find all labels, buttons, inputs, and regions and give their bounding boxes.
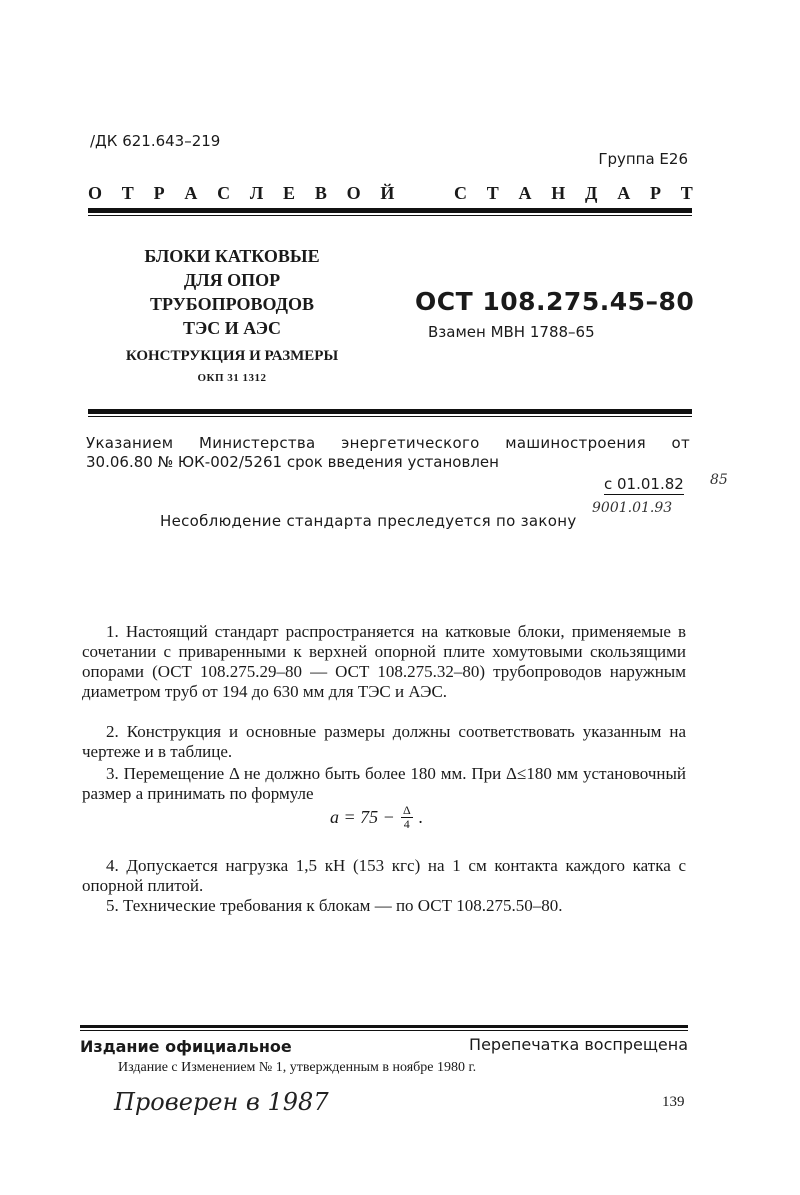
title-line: БЛОКИ КАТКОВЫЕ <box>144 246 320 266</box>
handwritten-date-extension: 9001.01.93 <box>592 500 673 516</box>
middle-rule <box>88 409 692 414</box>
law-notice: Несоблюдение стандарта преследуется по закону <box>160 512 577 530</box>
heading-letter: Е <box>283 183 296 203</box>
formula-fraction <box>401 804 413 831</box>
heading-letter: С <box>453 183 467 203</box>
paragraph-4: 4. Допускается нагрузка 1,5 кН (153 кгс) на 1 см контакта каждого катка с опорной плитой. <box>82 856 686 895</box>
paragraph-2: 2. Конструкция и основные размеры должны соответствовать указанным на чертеже и в таблице. <box>82 722 686 761</box>
formula-numerator: Δ <box>402 803 411 817</box>
footer-rule-thin <box>80 1030 688 1031</box>
top-rule-thin <box>88 215 692 216</box>
page-number: 139 <box>662 1094 685 1110</box>
footer-rule <box>80 1025 688 1028</box>
decree-line-1: Указанием Министерства энергетического машиностроения от <box>86 434 690 452</box>
heading-letter: А <box>518 183 532 203</box>
formula-denominator: 4 <box>403 817 410 831</box>
document-title <box>108 244 356 340</box>
handwritten-checked-note: Проверен в 1987 <box>114 1088 329 1116</box>
heading-letter: А <box>617 183 631 203</box>
paragraph-5: 5. Технические требования к блокам — по ОСТ 108.275.50–80. <box>106 896 563 915</box>
formula <box>330 804 423 831</box>
heading-letter: Л <box>249 183 264 203</box>
heading-letter: О <box>88 183 103 203</box>
udk-code: /ДК 621.643–219 <box>90 132 221 150</box>
top-rule <box>88 208 692 213</box>
replaces-note: Взамен МВН 1788–65 <box>428 323 595 341</box>
edition-note: Издание с Изменением № 1, утвержденным в ноябре 1980 г. <box>118 1060 477 1075</box>
formula-lhs: a = 75 − <box>330 807 395 827</box>
standard-type-heading <box>88 183 693 204</box>
decree-line-2: 30.06.80 № ЮК-002/5261 срок введения установлен <box>86 453 499 471</box>
reprint-prohibited-label: Перепечатка воспрещена <box>469 1035 688 1054</box>
heading-letter: Т <box>680 183 693 203</box>
heading-letter: О <box>346 183 361 203</box>
formula-end: . <box>418 807 424 827</box>
heading-letter: Й <box>380 183 395 203</box>
title-line: ТРУБОПРОВОДОВ <box>150 294 314 314</box>
handwritten-date-correction: 85 <box>710 472 728 488</box>
heading-letter: С <box>217 183 231 203</box>
heading-letter: Т <box>486 183 499 203</box>
heading-gap <box>414 183 434 204</box>
heading-letter: В <box>314 183 327 203</box>
official-edition-label: Издание официальное <box>80 1037 292 1056</box>
heading-letter: А <box>184 183 198 203</box>
heading-letter: Н <box>551 183 566 203</box>
heading-letter: Д <box>585 183 598 203</box>
group-code: Группа Е26 <box>598 150 688 168</box>
title-line: ТЭС И АЭС <box>183 318 281 338</box>
heading-letter: Р <box>649 183 661 203</box>
okp-code: ОКП 31 1312 <box>197 372 267 384</box>
paragraph-3: 3. Перемещение Δ не должно быть более 180 мм. При Δ≤180 мм установочный размер a принимать по формуле <box>82 764 686 803</box>
document-subtitle: КОНСТРУКЦИЯ И РАЗМЕРЫ <box>125 348 339 364</box>
effective-date: с 01.01.82 <box>604 475 684 493</box>
ost-number: ОСТ 108.275.45–80 <box>415 287 695 316</box>
title-line: ДЛЯ ОПОР <box>183 270 281 290</box>
heading-letter: Р <box>153 183 165 203</box>
paragraph-1: 1. Настоящий стандарт распространяется на катковые блоки, применяемые в сочетании с приваренными к верхней опорной плите хомутовыми скользящими опорами (ОСТ 108.275.29–80 — ОСТ 108.275.32–80) трубопроводов наружным диаметром труб от 194 до 630 мм для ТЭС и АЭС. <box>82 622 686 701</box>
heading-letter: Т <box>121 183 134 203</box>
middle-rule-thin <box>88 416 692 417</box>
